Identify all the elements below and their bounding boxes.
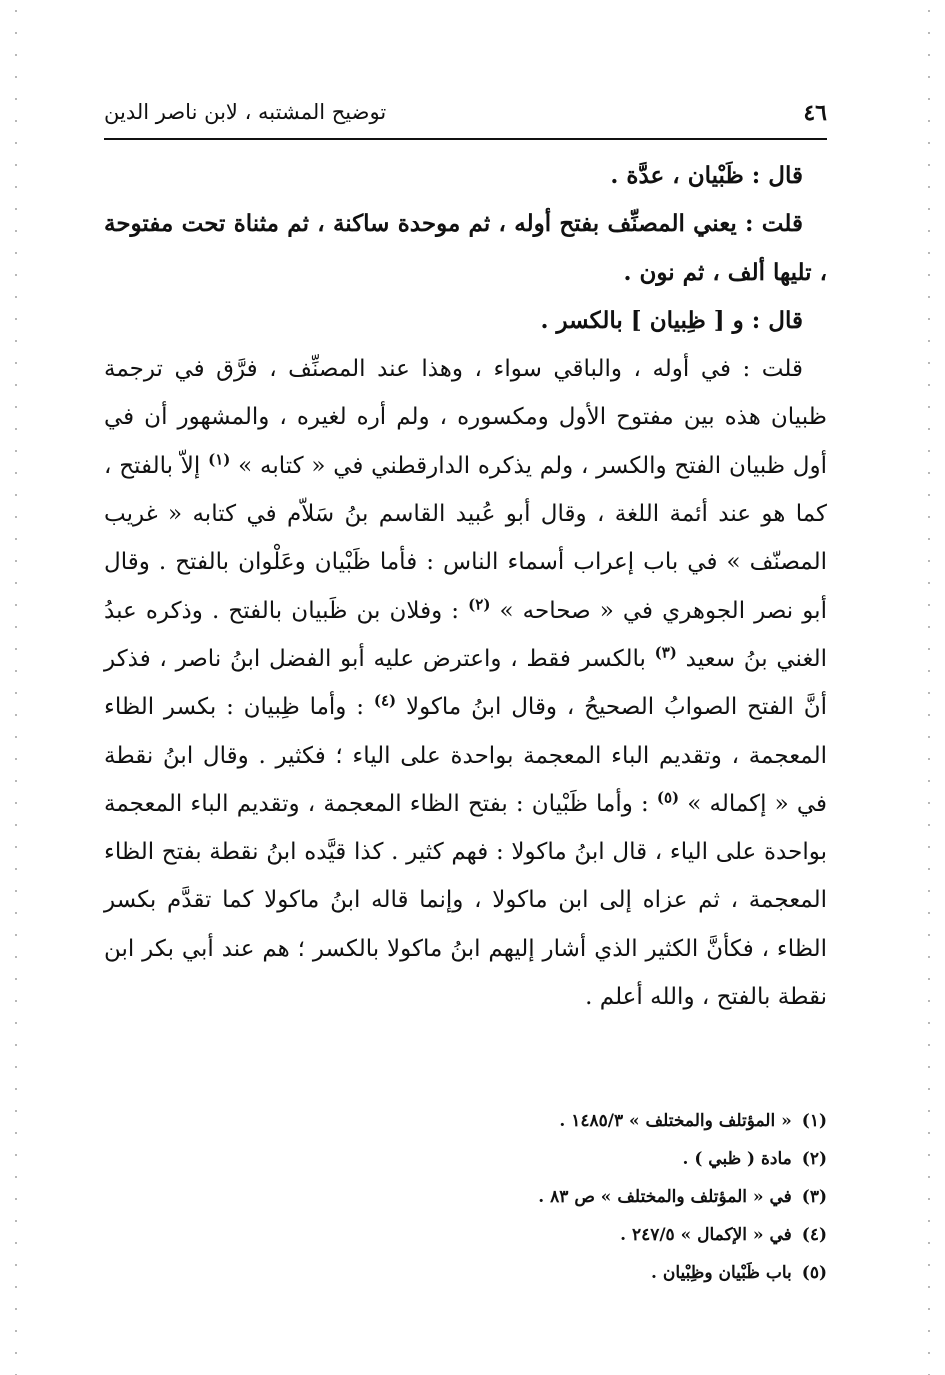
footnote-number: (٥): [801, 1263, 827, 1283]
paragraph-3: قال : و [ ظِبيان ] بالكسر .: [540, 306, 803, 334]
footnote-text: باب ظَبْيان وظِبْيان .: [651, 1263, 792, 1283]
footnote-number: (٣): [801, 1187, 827, 1207]
footnote-ref-1[interactable]: (١): [208, 450, 231, 469]
footnote-ref-4[interactable]: (٤): [373, 691, 397, 710]
paragraph-2: قلت : يعني المصنِّف بفتح أوله ، ثم موحدة ساكنة ، ثم مثناة تحت مفتوحة ، تليها ألف ، ثم نون .: [104, 210, 827, 286]
footnote-number: (٢): [801, 1149, 827, 1169]
paragraph-4: [104, 345, 827, 1021]
footnotes: [538, 1102, 827, 1292]
paragraph-4-part-b: إلاّ بالفتح ، كما هو عند أئمة اللغة ، وقال أبو عُبيد القاسم بنُ سَلاّم في كتابه « غريب المصنّف » في باب إعراب أسماء الناس : فأما ظَبْيان وعَلْوان بالفتح . وقال أبو نصر الجوهري في « صحاحه »: [104, 452, 827, 624]
footnote-text: « المؤتلف والمختلف » ١٤٨٥/٣ .: [559, 1111, 792, 1131]
scan-edge-right: [927, 0, 931, 1375]
paragraph-4-part-e: : وأما ظِبيان : بكسر الظاء المعجمة ، وتقديم الباء المعجمة بواحدة على الياء ؛ فكثير . وقال ابنُ نقطة في « إكماله »: [104, 694, 828, 817]
footnote-text: في « الإكمال » ٢٤٧/٥ .: [620, 1225, 792, 1245]
footnote-ref-3[interactable]: (٣): [654, 643, 677, 662]
scan-edge-left: [14, 0, 18, 1375]
footnote-number: (١): [801, 1111, 827, 1131]
main-text: [104, 152, 827, 1021]
paragraph-4-part-f: : وأما ظَبْيان : بفتح الظاء المعجمة ، وتقديم الباء المعجمة بواحدة على الياء ، قال ابنُ ماكولا : فهم كثير . كذا قيَّده ابنُ نقطة بفتح الظاء المعجمة ، ثم عزاه إلى ابن ماكولا ، وإنما قاله ابنُ ماكولا كما تقدَّم بكسر الظاء ، فكأنَّ الكثير الذي أشار إليهم ابنُ ماكولا بالكسر ؛ هم عند أبي بكر ابن نقطة بالفتح ، والله أعلم .: [104, 790, 827, 1011]
running-title: توضيح المشتبه ، لابن ناصر الدين: [104, 100, 387, 124]
footnote-ref-2[interactable]: (٢): [468, 595, 491, 614]
paragraph-4-part-c: : وفلان بن ظَبيان بالفتح . وذكره عبدُ الغني بنُ سعيد: [104, 597, 827, 672]
footnote-item: [538, 1178, 827, 1216]
footnote-text: في « المؤتلف والمختلف » ص ٨٣ .: [538, 1187, 792, 1207]
footnote-item: [538, 1140, 827, 1178]
footnote-ref-5[interactable]: (٥): [656, 788, 680, 807]
page-number: ٤٦: [803, 100, 827, 126]
footnote-text: مادة ( ظبي ) .: [682, 1149, 792, 1169]
paragraph-4-part-a: قلت : في أوله ، والباقي سواء ، وهذا عند المصنِّف ، فرَّق في ترجمة ظبيان هذه بين مفتوح الأول ومكسوره ، ولم أره لغيره ، والمشهور أن في أول ظبيان الفتح والكسر ، ولم يذكره الدارقطني في « كتابه »: [104, 356, 828, 479]
footnote-item: [538, 1254, 827, 1292]
footnote-item: [538, 1102, 827, 1140]
footnote-item: [538, 1216, 827, 1254]
paragraph-1: قال : ظَبْيان ، عدَّة .: [610, 162, 803, 189]
page-header: [104, 84, 827, 132]
header-rule: [104, 138, 827, 140]
footnote-number: (٤): [801, 1225, 827, 1245]
paragraph-4-part-d: بالكسر فقط ، واعترض عليه أبو الفضل ابنُ ناصر ، فذكر أنَّ الفتح الصوابُ الصحيحُ ، وقال ابنُ ماكولا: [104, 645, 827, 721]
